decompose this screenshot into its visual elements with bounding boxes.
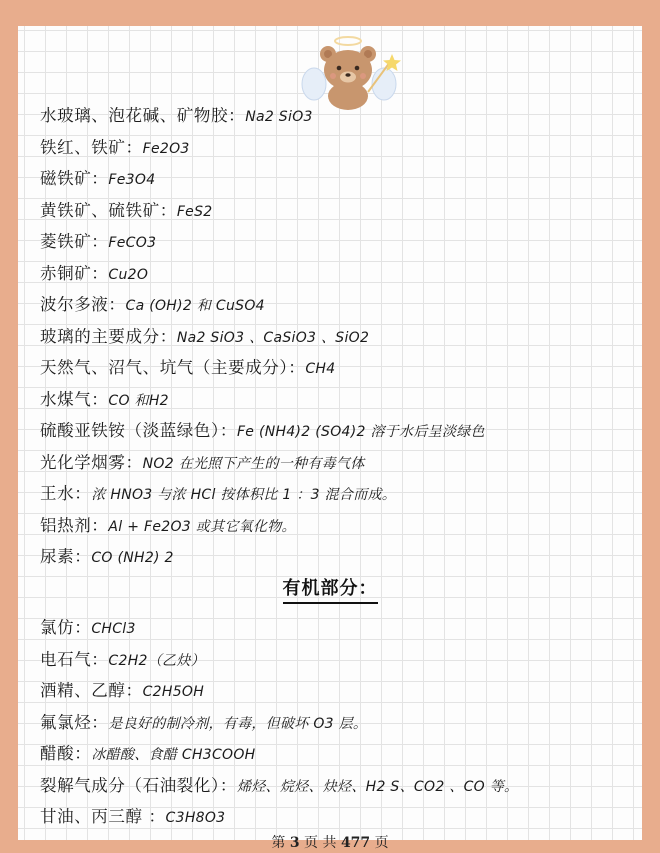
- footer-suffix: 页: [374, 835, 389, 851]
- list-item: 水玻璃、泡花碱、矿物胶：Na2 SiO3: [40, 106, 313, 125]
- list-item: 波尔多液：Ca (OH)2 和 CuSO4: [40, 295, 265, 314]
- list-item: 铁红、铁矿：Fe2O3: [40, 137, 190, 157]
- page-footer: [0, 834, 660, 853]
- footer-prefix: 第: [271, 835, 286, 851]
- list-item: 醋酸：冰醋酸、食醋 CH3COOH: [40, 744, 256, 763]
- list-item: 王水：浓 HNO3 与浓 HCl 按体积比 1 ：3 混合而成。: [40, 484, 397, 503]
- list-item: 磁铁矿：Fe3O4: [40, 169, 156, 188]
- list-item: 玻璃的主要成分：Na2 SiO3 、CaSiO3 、SiO2: [40, 326, 370, 346]
- list-item: 水煤气：CO 和H2: [40, 389, 169, 409]
- section-heading: 有机部分：: [283, 576, 378, 604]
- list-item: 电石气：C2H2（乙炔）: [40, 649, 205, 669]
- list-item: 尿素：CO (NH2) 2: [40, 547, 174, 566]
- page-total: 477: [340, 835, 371, 851]
- footer-middle: 页 共: [304, 835, 337, 851]
- list-item: 酒精、乙醇：C2H5OH: [40, 681, 205, 700]
- section-heading-wrap: [0, 576, 660, 604]
- list-item: 天然气、沼气、坑气（主要成分）：CH4: [40, 358, 336, 377]
- compound-list-inorganic: [40, 100, 640, 573]
- list-item: 光化学烟雾：NO2 在光照下产生的一种有毒气体: [40, 452, 365, 472]
- list-item: 裂解气成分（石油裂化）：烯烃、烷烃、炔烃、H2 S、CO2 、CO 等。: [40, 775, 519, 795]
- list-item: 甘油、丙三醇 ：C3H8O3: [40, 807, 226, 826]
- page-number: 3: [289, 835, 300, 851]
- list-item: 菱铁矿：FeCO3: [40, 232, 157, 251]
- compound-list-organic: [40, 612, 640, 833]
- list-item: 氯仿：CHCl3: [40, 618, 136, 637]
- list-item: 铝热剂：Al + Fe2O3 或其它氧化物。: [40, 515, 296, 535]
- list-item: 赤铜矿：Cu2O: [40, 263, 149, 283]
- list-item: 氟氯烃：是良好的制冷剂，有毒，但破坏 O3 层。: [40, 712, 368, 732]
- list-item: 硫酸亚铁铵（淡蓝绿色）：Fe (NH4)2 (SO4)2 溶于水后呈淡绿色: [40, 421, 485, 440]
- list-item: 黄铁矿、硫铁矿：FeS2: [40, 200, 213, 220]
